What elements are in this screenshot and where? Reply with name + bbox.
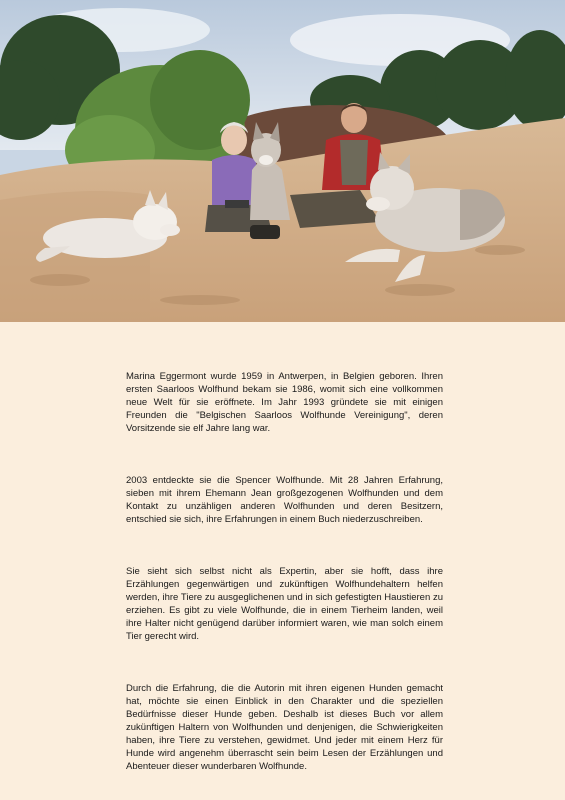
biography-paragraph: 2003 entdeckte sie die Spencer Wolfhunde. Mit 28 Jahren Erfahrung, sieben mit ihrem Ehemann Jean großgezogenen Wolfhunden und dem Kontakt zu unzähligen anderen Wolfhunden und deren Besitzern, entschied sie sich, ihre Erfahrungen in einem Buch niederzuschreiben. <box>126 475 443 525</box>
biography-paragraph: Durch die Erfahrung, die die Autorin mit ihren eigenen Hunden gemacht hat, möchte sie einen Einblick in den Charakter und die speziellen Bedürfnisse dieser Hunde geben. Deshalb ist dieses Buch vor allem zukünftigen Haltern von Wolfhunden und denjenigen, die Schwierigkeiten haben, ihre Tiere zu verstehen, gewidmet. Und jeder mit einem Herz für Hunde wird angenehm überrascht sein beim Lesen der Erzählungen und Abenteuer dieser wunderbaren Wolfhunde. <box>126 683 443 772</box>
author-biography <box>126 370 443 773</box>
biography-paragraph: Sie sieht sich selbst nicht als Expertin, aber sie hofft, dass ihre Erzählungen gegenwärtigen und zukünftigen Wolfhundehaltern helfen werden, ihre Tiere zu ausgeglichenen und in sich gefestigten Haustieren zu erziehen. Es gibt zu viele Wolfhunde, die in einem Tierheim landen, weil ihre Halter nicht genügend darüber informiert waren, wie man solch einem Tier gerecht wird. <box>126 566 443 642</box>
author-photo <box>0 0 565 322</box>
author-photo-drawing <box>0 0 565 322</box>
biography-paragraph: Marina Eggermont wurde 1959 in Antwerpen, in Belgien geboren. Ihren ersten Saarloos Wolfhund bekam sie 1986, womit sich eine vollkommen neue Welt für sie eröffnete. Im Jahr 1993 gründete sie mit einigen Freunden die "Belgischen Saarloos Wolfhunde Vereinigung", deren Vorsitzende sie elf Jahre lang war. <box>126 371 443 434</box>
